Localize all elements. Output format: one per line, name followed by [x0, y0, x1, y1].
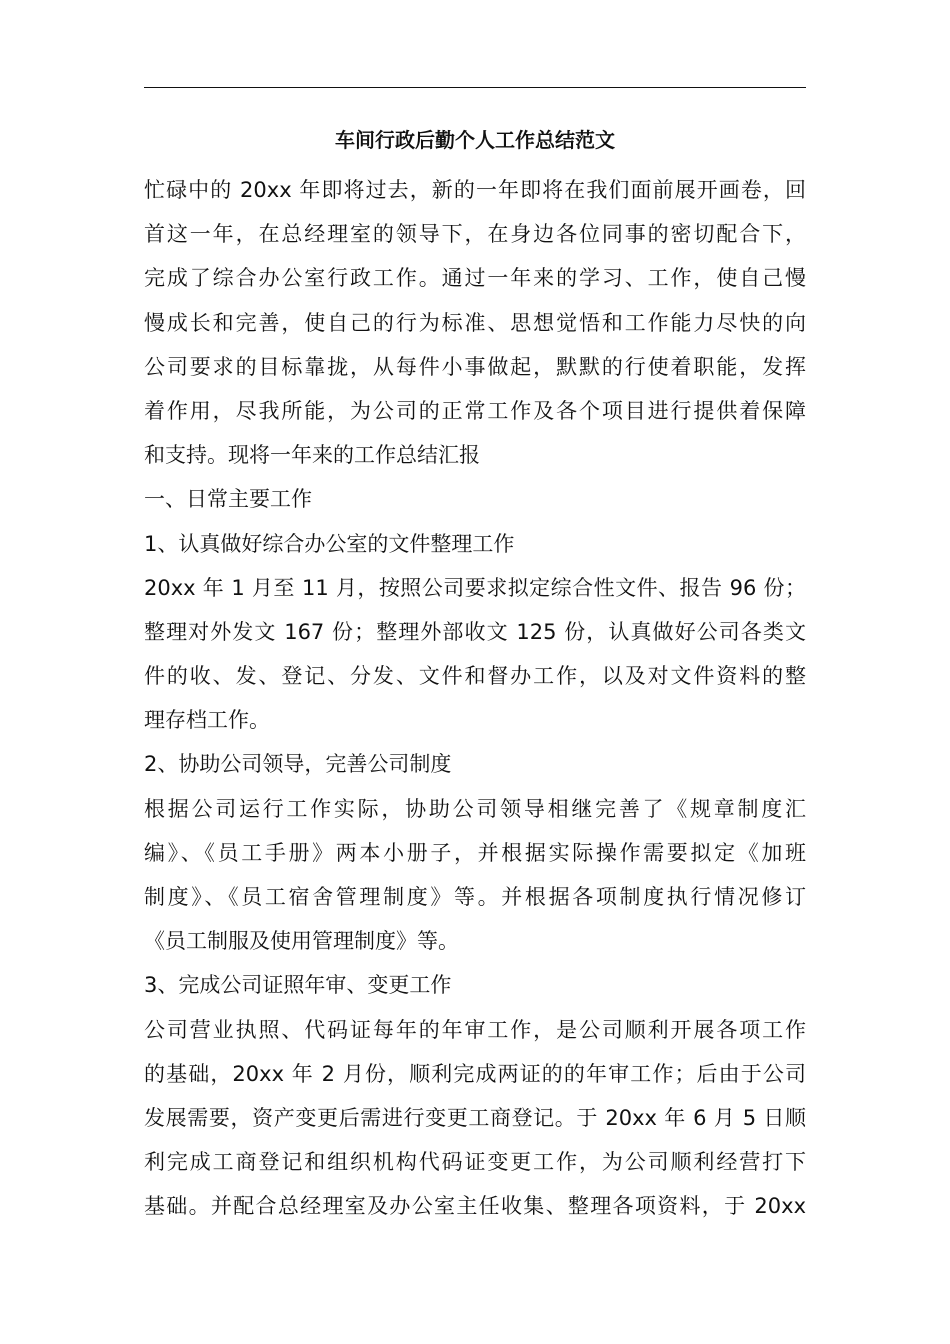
text-line: 20xx 年 1 月至 11 月，按照公司要求拟定综合性文件、报告 96 份； — [144, 575, 806, 600]
text-line: 整理对外发文 167 份；整理外部收文 125 份，认真做好公司各类文 — [144, 619, 806, 644]
text-line: 编》、《员工手册》两本小册子，并根据实际操作需要拟定《加班 — [144, 840, 806, 865]
text-line: 根据公司运行工作实际，协助公司领导相继完善了《规章制度汇 — [144, 796, 806, 821]
text-line: 完成了综合办公室行政工作。通过一年来的学习、工作，使自己慢 — [144, 266, 806, 291]
text-line: 《员工制服及使用管理制度》等。 — [144, 929, 459, 954]
text-line: 件的收、发、登记、分发、文件和督办工作，以及对文件资料的整 — [144, 664, 806, 689]
header-rule — [144, 87, 806, 88]
text-line: 基础。并配合总经理室及办公室主任收集、整理各项资料，于 20xx — [144, 1194, 806, 1219]
text-line: 公司营业执照、代码证每年的年审工作，是公司顺利开展各项工作 — [144, 1017, 806, 1042]
text-line: 一、日常主要工作 — [144, 487, 312, 512]
text-line: 制度》、《员工宿舍管理制度》等。并根据各项制度执行情况修订 — [144, 885, 806, 909]
text-line: 的基础，20xx 年 2 月份，顺利完成两证的的年审工作；后由于公司 — [144, 1061, 806, 1086]
text-line: 忙碌中的 20xx 年即将过去，新的一年即将在我们面前展开画卷，回 — [144, 178, 806, 202]
document-body — [144, 168, 806, 1229]
text-line: 和支持。现将一年来的工作总结汇报 — [144, 443, 480, 468]
text-line: 首这一年，在总经理室的领导下，在身边各位同事的密切配合下， — [144, 222, 806, 247]
text-line: 利完成工商登记和组织机构代码证变更工作，为公司顺利经营打下 — [144, 1150, 806, 1175]
text-line: 发展需要，资产变更后需进行变更工商登记。于 20xx 年 6 月 5 日顺 — [144, 1105, 806, 1130]
text-line: 理存档工作。 — [144, 708, 270, 733]
document-title: 车间行政后勤个人工作总结范文 — [335, 128, 615, 152]
text-line: 公司要求的目标靠拢，从每件小事做起，默默的行使着职能，发挥 — [144, 354, 806, 379]
text-line: 2、协助公司领导，完善公司制度 — [144, 752, 452, 777]
text-line: 着作用，尽我所能，为公司的正常工作及各个项目进行提供着保障 — [144, 398, 806, 423]
text-line: 慢成长和完善，使自己的行为标准、思想觉悟和工作能力尽快的向 — [144, 310, 806, 335]
text-line: 1、认真做好综合办公室的文件整理工作 — [144, 531, 515, 556]
text-line: 3、完成公司证照年审、变更工作 — [144, 973, 452, 998]
